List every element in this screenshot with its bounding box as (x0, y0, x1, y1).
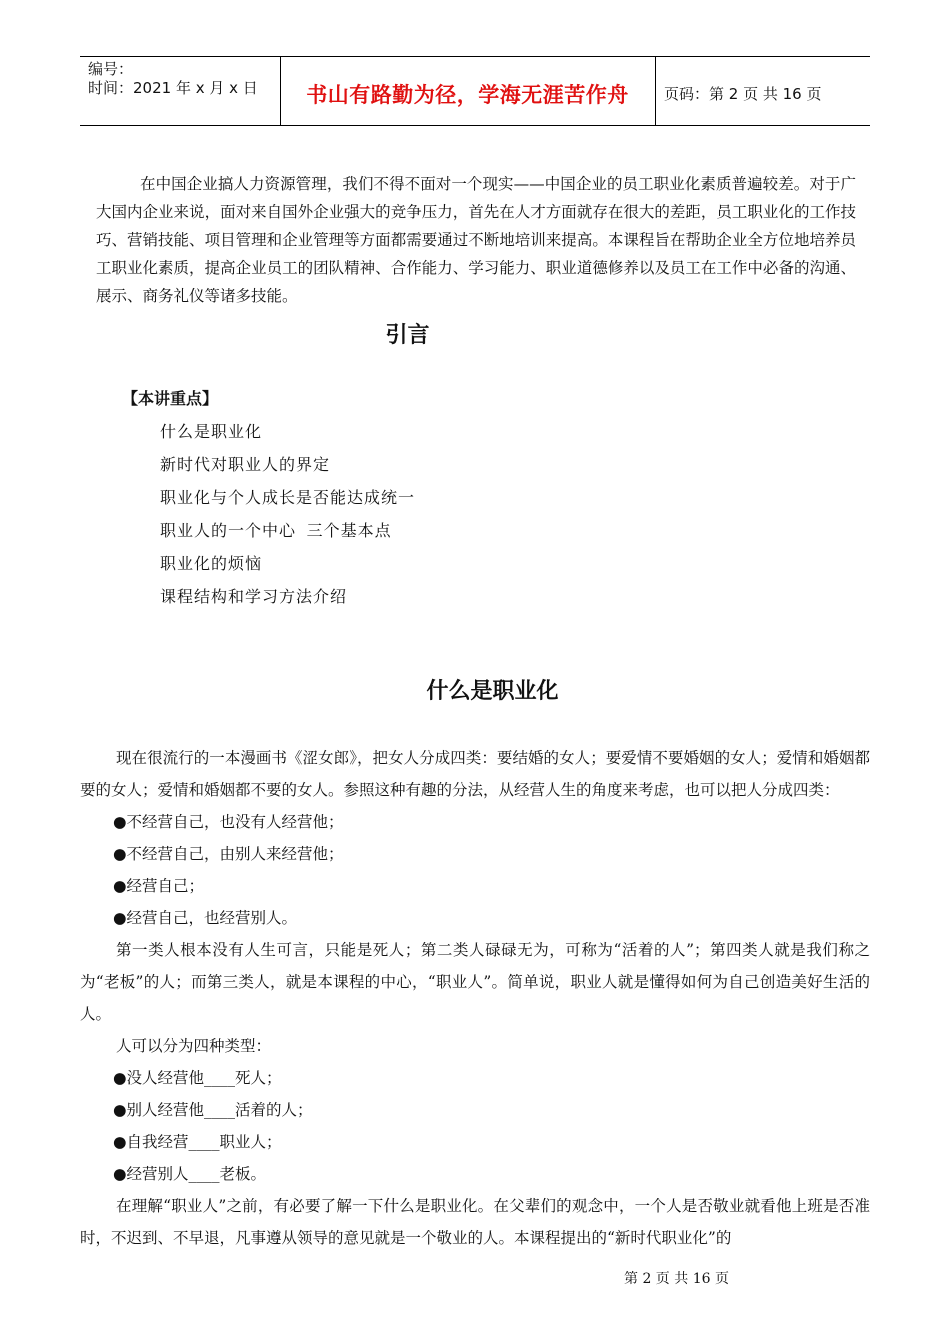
header-divider (655, 57, 656, 125)
bullet-item: ●经营自己，也经营别人。 (113, 909, 298, 927)
intro-paragraph: 在中国企业搞人力资源管理，我们不得不面对一个现实——中国企业的员工职业化素质普遍较差。对于广大国内企业来说，面对来自国外企业强大的竞争压力，首先在人才方面就存在很大的差距，员工职业化的工作技巧、营销技能、项目管理和企业管理等方面都需要通过不断地培训来提高。本课程旨在帮助企业全方位地培养员工职业化素质，提高企业员工的团队精神、合作能力、学习能力、职业道德修养以及员工在工作中必备的沟通、展示、商务礼仪等诸多技能。 (96, 175, 856, 305)
bullet-item: ●经营自己； (113, 877, 205, 895)
focus-item: 职业人的一个中心 三个基本点 (160, 521, 392, 540)
header-meta (88, 60, 258, 98)
time-label: 时间：2021 年 x 月 x 日 (88, 79, 258, 97)
number-label: 编号： (88, 60, 134, 78)
bullet-item: ●经营别人____老板。 (113, 1165, 267, 1183)
focus-item: 新时代对职业人的界定 (160, 455, 331, 474)
header-motto: 书山有路勤为径，学海无涯苦作舟 (306, 83, 629, 107)
focus-item: 课程结构和学习方法介绍 (160, 587, 348, 606)
body-text (80, 742, 870, 1254)
header-page-info: 页码：第 2 页 共 16 页 (664, 85, 822, 103)
section-title-what: 什么是职业化 (426, 679, 559, 704)
focus-item: 职业化与个人成长是否能达成统一 (160, 488, 416, 507)
bullet-item: ●别人经营他____活着的人； (113, 1101, 313, 1119)
focus-item: 什么是职业化 (160, 422, 263, 441)
page-header (80, 56, 870, 126)
body-paragraph: 现在很流行的一本漫画书《涩女郎》，把女人分成四类：要结婚的女人；要爱情不要婚姻的女人；爱情和婚姻都要的女人；爱情和婚姻都不要的女人。参照这种有趣的分法，从经营人生的角度来考虑，也可以把人分成四类： (80, 749, 870, 799)
bullet-item: ●自我经营____职业人； (113, 1133, 282, 1151)
focus-item: 职业化的烦恼 (160, 554, 263, 573)
section-title-intro: 引言 (385, 323, 430, 348)
focus-list (160, 415, 415, 613)
bullet-item: ●不经营自己，也没有人经营他； (113, 813, 344, 831)
bullet-item: ●不经营自己，由别人来经营他； (113, 845, 344, 863)
focus-title: 【本讲重点】 (122, 389, 219, 408)
body-paragraph: 第一类人根本没有人生可言，只能是死人；第二类人碌碌无为，可称为“活着的人”；第四类人就是我们称之为“老板”的人；而第三类人，就是本课程的中心，“职业人”。简单说，职业人就是懂得如何为自己创造美好生活的人。 (80, 941, 870, 1023)
bullet-item: ●没人经营他____死人； (113, 1069, 282, 1087)
body-paragraph: 人可以分为四种类型： (116, 1037, 272, 1055)
page-footer: 第 2 页 共 16 页 (624, 1271, 729, 1287)
body-paragraph: 在理解“职业人”之前，有必要了解一下什么是职业化。在父辈们的观念中，一个人是否敬业就看他上班是否准时，不迟到、不早退，凡事遵从领导的意见就是一个敬业的人。本课程提出的“新时代职业化”的 (80, 1197, 870, 1247)
